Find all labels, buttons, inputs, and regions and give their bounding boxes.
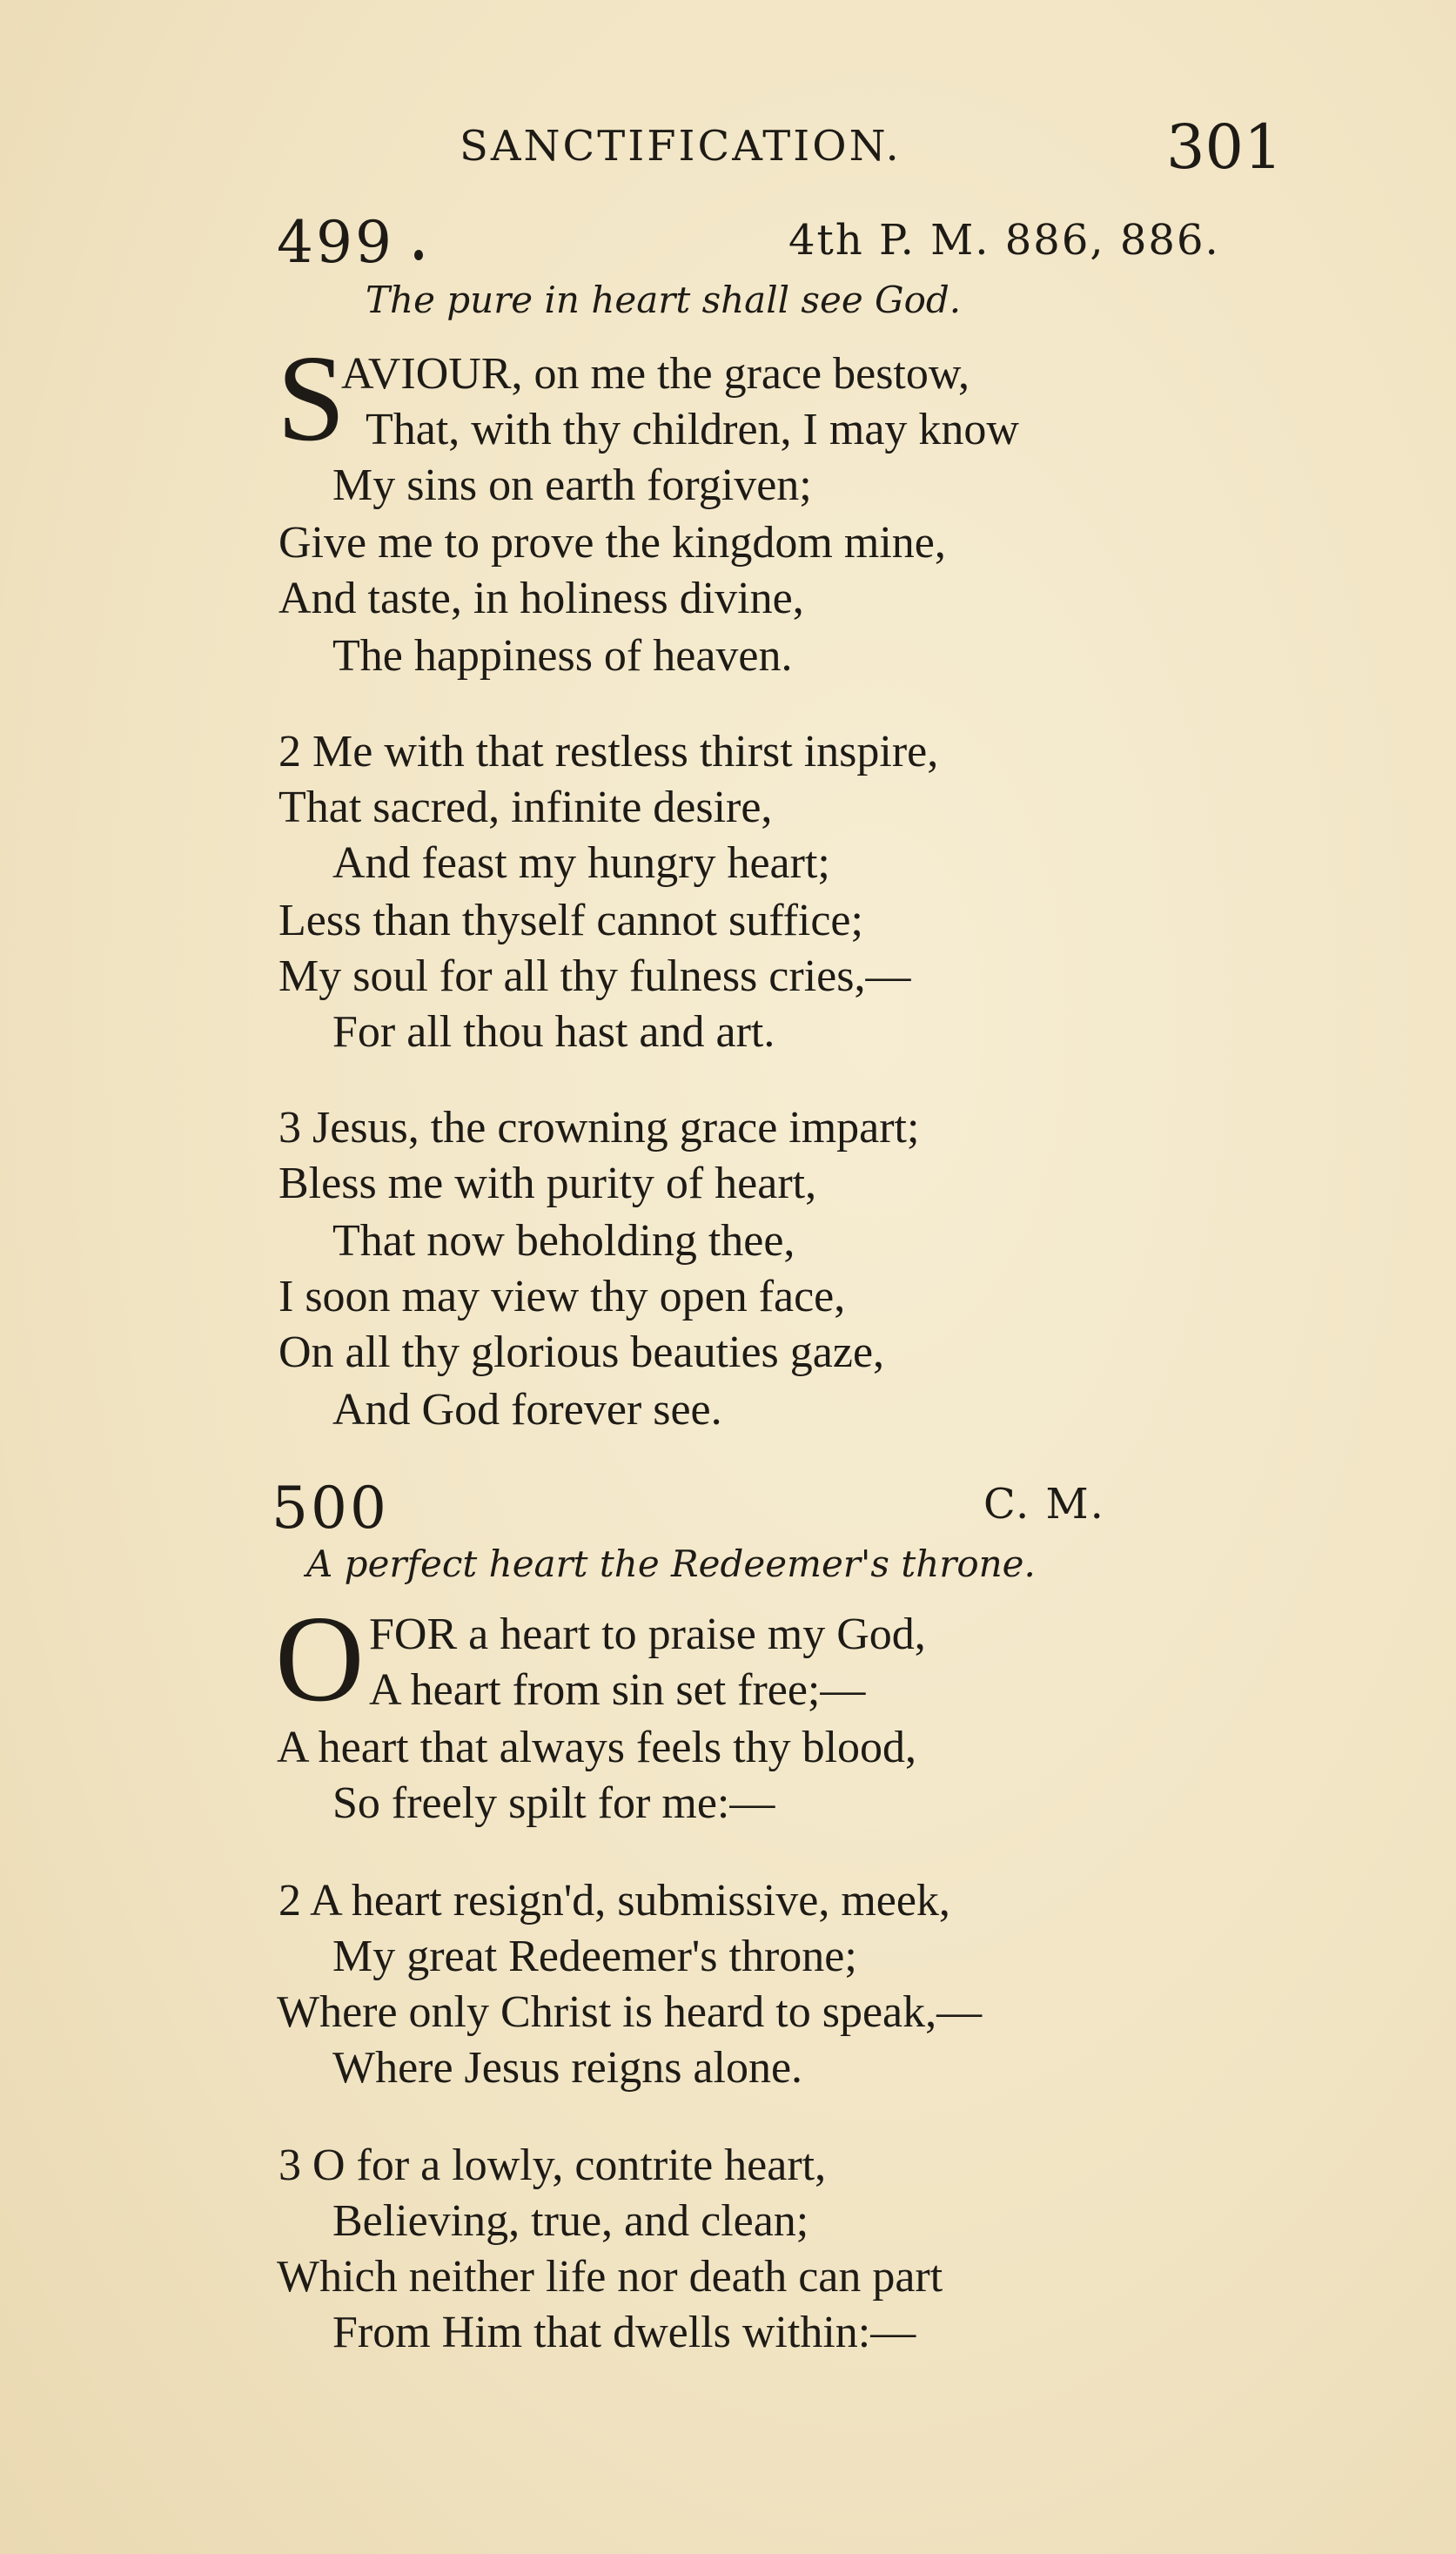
verse-line: On all thy glorious beauties gaze, bbox=[278, 1327, 885, 1377]
verse-line: For all thou hast and art. bbox=[332, 1007, 775, 1057]
verse-line: That sacred, infinite desire, bbox=[278, 783, 773, 832]
verse-line: Give me to prove the kingdom mine, bbox=[278, 518, 946, 568]
verse-line: I soon may view thy open face, bbox=[278, 1272, 846, 1321]
drop-cap: O bbox=[275, 1590, 365, 1727]
verse-line: A heart that always feels thy blood, bbox=[277, 1723, 917, 1772]
verse-line: 2 Me with that restless thirst inspire, bbox=[278, 727, 939, 776]
verse-line: Which neither life nor death can part bbox=[277, 2252, 943, 2302]
verse-line: 3 O for a lowly, contrite heart, bbox=[278, 2141, 827, 2190]
verse-line: That now beholding thee, bbox=[332, 1216, 795, 1266]
verse-line: Less than thyself cannot suffice; bbox=[278, 896, 863, 945]
verse-line: FOR a heart to praise my God, bbox=[369, 1610, 926, 1659]
verse-line: Where Jesus reigns alone. bbox=[332, 2043, 803, 2093]
hymn-number: 499 bbox=[277, 209, 394, 276]
hymn-meter: C. M. bbox=[983, 1480, 1105, 1529]
hymn-subtitle: The pure in heart shall see God. bbox=[366, 279, 962, 321]
verse-line: And taste, in holiness divine, bbox=[278, 574, 804, 623]
page-number: 301 bbox=[1166, 111, 1283, 183]
verse-line: My great Redeemer's throne; bbox=[332, 1932, 857, 1981]
verse-line: That, with thy children, I may know bbox=[366, 405, 1019, 454]
verse-line: Where only Christ is heard to speak,— bbox=[277, 1987, 983, 2037]
verse-line: AVIOUR, on me the grace bestow, bbox=[341, 349, 970, 399]
hymn-meter: 4th P. M. 886, 886. bbox=[788, 216, 1220, 265]
hymn-number: 500 bbox=[272, 1475, 389, 1542]
verse-line: A heart from sin set free;— bbox=[369, 1665, 866, 1715]
verse-line: And feast my hungry heart; bbox=[332, 838, 830, 888]
verse-line: Believing, true, and clean; bbox=[332, 2196, 809, 2246]
verse-line: My soul for all thy fulness cries,— bbox=[278, 951, 911, 1001]
running-title: SANCTIFICATION. bbox=[460, 122, 902, 171]
verse-line: So freely spilt for me:— bbox=[332, 1778, 775, 1828]
verse-line: 2 A heart resign'd, submissive, meek, bbox=[278, 1876, 950, 1926]
verse-line: And God forever see. bbox=[332, 1385, 722, 1435]
hymn-subtitle: A perfect heart the Redeemer's throne. bbox=[306, 1542, 1036, 1585]
verse-line: From Him that dwells within:— bbox=[332, 2308, 916, 2357]
verse-line: 3 Jesus, the crowning grace impart; bbox=[278, 1103, 920, 1153]
drop-cap: S bbox=[277, 329, 346, 467]
bullet-mark bbox=[414, 250, 423, 260]
verse-line: My sins on earth forgiven; bbox=[332, 460, 812, 510]
verse-line: Bless me with purity of heart, bbox=[278, 1159, 817, 1208]
verse-line: The happiness of heaven. bbox=[332, 631, 793, 681]
